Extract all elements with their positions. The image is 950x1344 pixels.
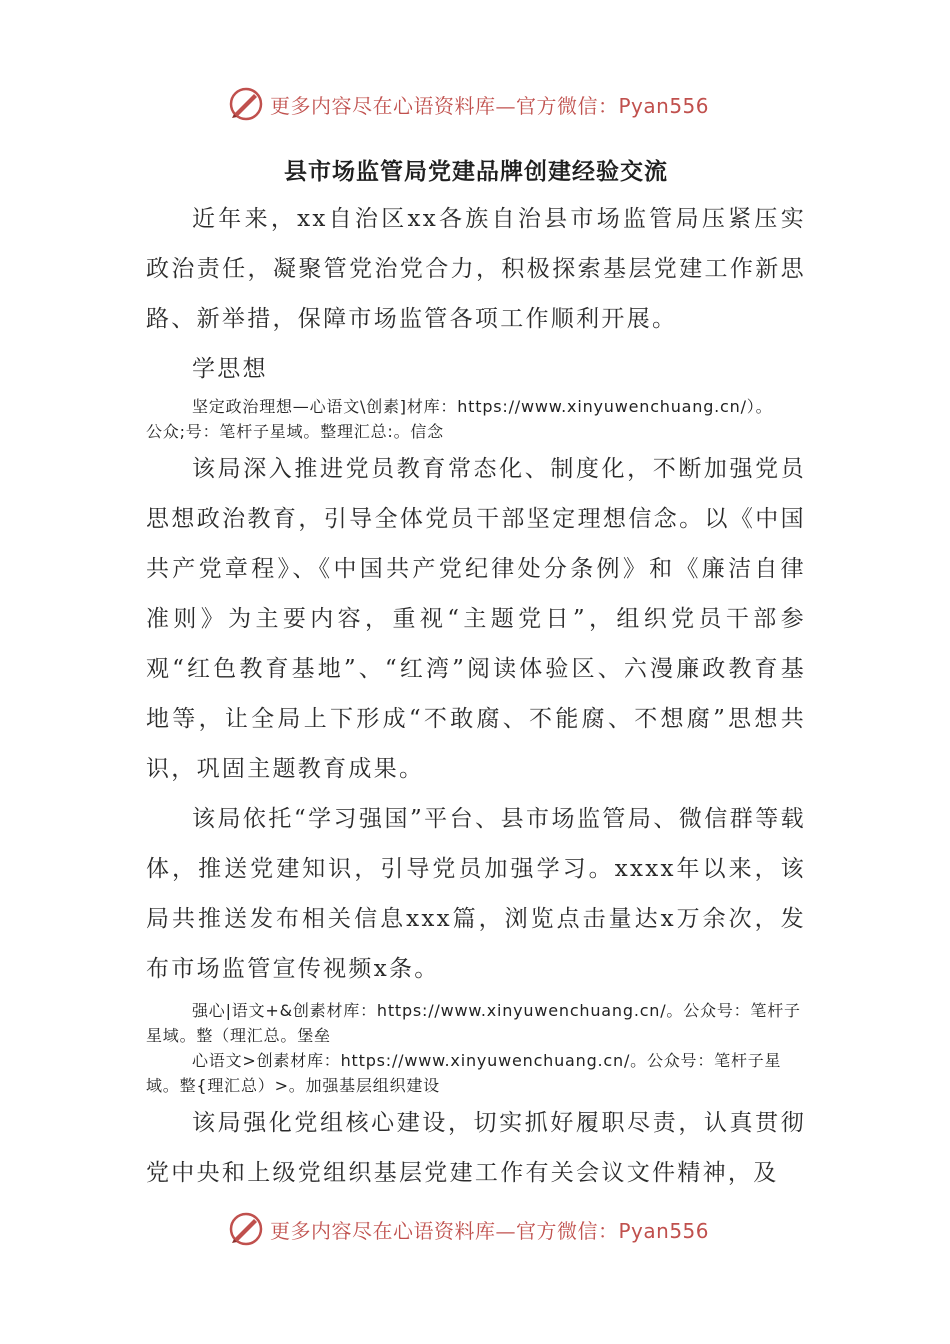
document-title: 县市场监管局党建品牌创建经验交流 bbox=[284, 158, 668, 185]
pen-logo-icon bbox=[228, 86, 264, 122]
paragraph-organization: 该局强化党组核心建设，切实抓好履职尽责，认真贯彻党中央和上级党组织基层党建工作有关会议文件精神，及 bbox=[146, 1110, 806, 1186]
banner-text: 更多内容尽在心语资料库—官方微信：Pyan556 bbox=[270, 93, 710, 118]
wechat-id: Pyan556 bbox=[618, 1218, 710, 1243]
watermark-line: 强心|语文+&创素材库：https://www.xinyuwenchuang.cn/。公众号：笔杆子星域。整（理汇总。堡垒 bbox=[146, 1001, 801, 1045]
paragraph-platform: 该局依托“学习强国”平台、县市场监管局、微信群等载体，推送党建知识，引导党员加强学习。xxxx年以来，该局共推送发布相关信息xxx篇，浏览点击量达x万余次，发布市场监管宣传视频x条。 bbox=[146, 806, 806, 982]
paragraph-education: 该局深入推进党员教育常态化、制度化，不断加强党员思想政治教育，引导全体党员干部坚定理想信念。以《中国共产党章程》、《中国共产党纪律处分条例》和《廉洁自律准则》为主要内容，重视“主题党日”，组织党员干部参观“红色教育基地”、“红湾”阅读体验区、六漫廉政教育基地等，让全局上下形成“不敢腐、不能腐、不想腐”思想共识，巩固主题教育成果。 bbox=[146, 456, 806, 782]
footer-banner bbox=[228, 1209, 788, 1249]
document-body bbox=[146, 150, 806, 1198]
section-heading-study: 学思想 bbox=[192, 356, 268, 382]
watermark-line: 心语文>创素材库：https://www.xinyuwenchuang.cn/。公众号：笔杆子星域。整{理汇总）>。加强基层组织建设 bbox=[146, 1051, 782, 1095]
wechat-id: Pyan556 bbox=[618, 93, 710, 118]
header-banner bbox=[228, 84, 788, 124]
banner-text: 更多内容尽在心语资料库—官方微信：Pyan556 bbox=[270, 1218, 710, 1243]
paragraph-intro: 近年来，xx自治区xx各族自治县市场监管局压紧压实政治责任，凝聚管党治党合力，积极探索基层党建工作新思路、新举措，保障市场监管各项工作顺利开展。 bbox=[146, 206, 806, 332]
watermark-line: 坚定政治理想—心语文\创素]材库：https://www.xinyuwenchuang.cn/）。 bbox=[192, 397, 773, 416]
pen-logo-icon bbox=[228, 1211, 264, 1247]
watermark-line: 公众;号：笔杆子星域。整理汇总:。信念 bbox=[146, 422, 444, 441]
